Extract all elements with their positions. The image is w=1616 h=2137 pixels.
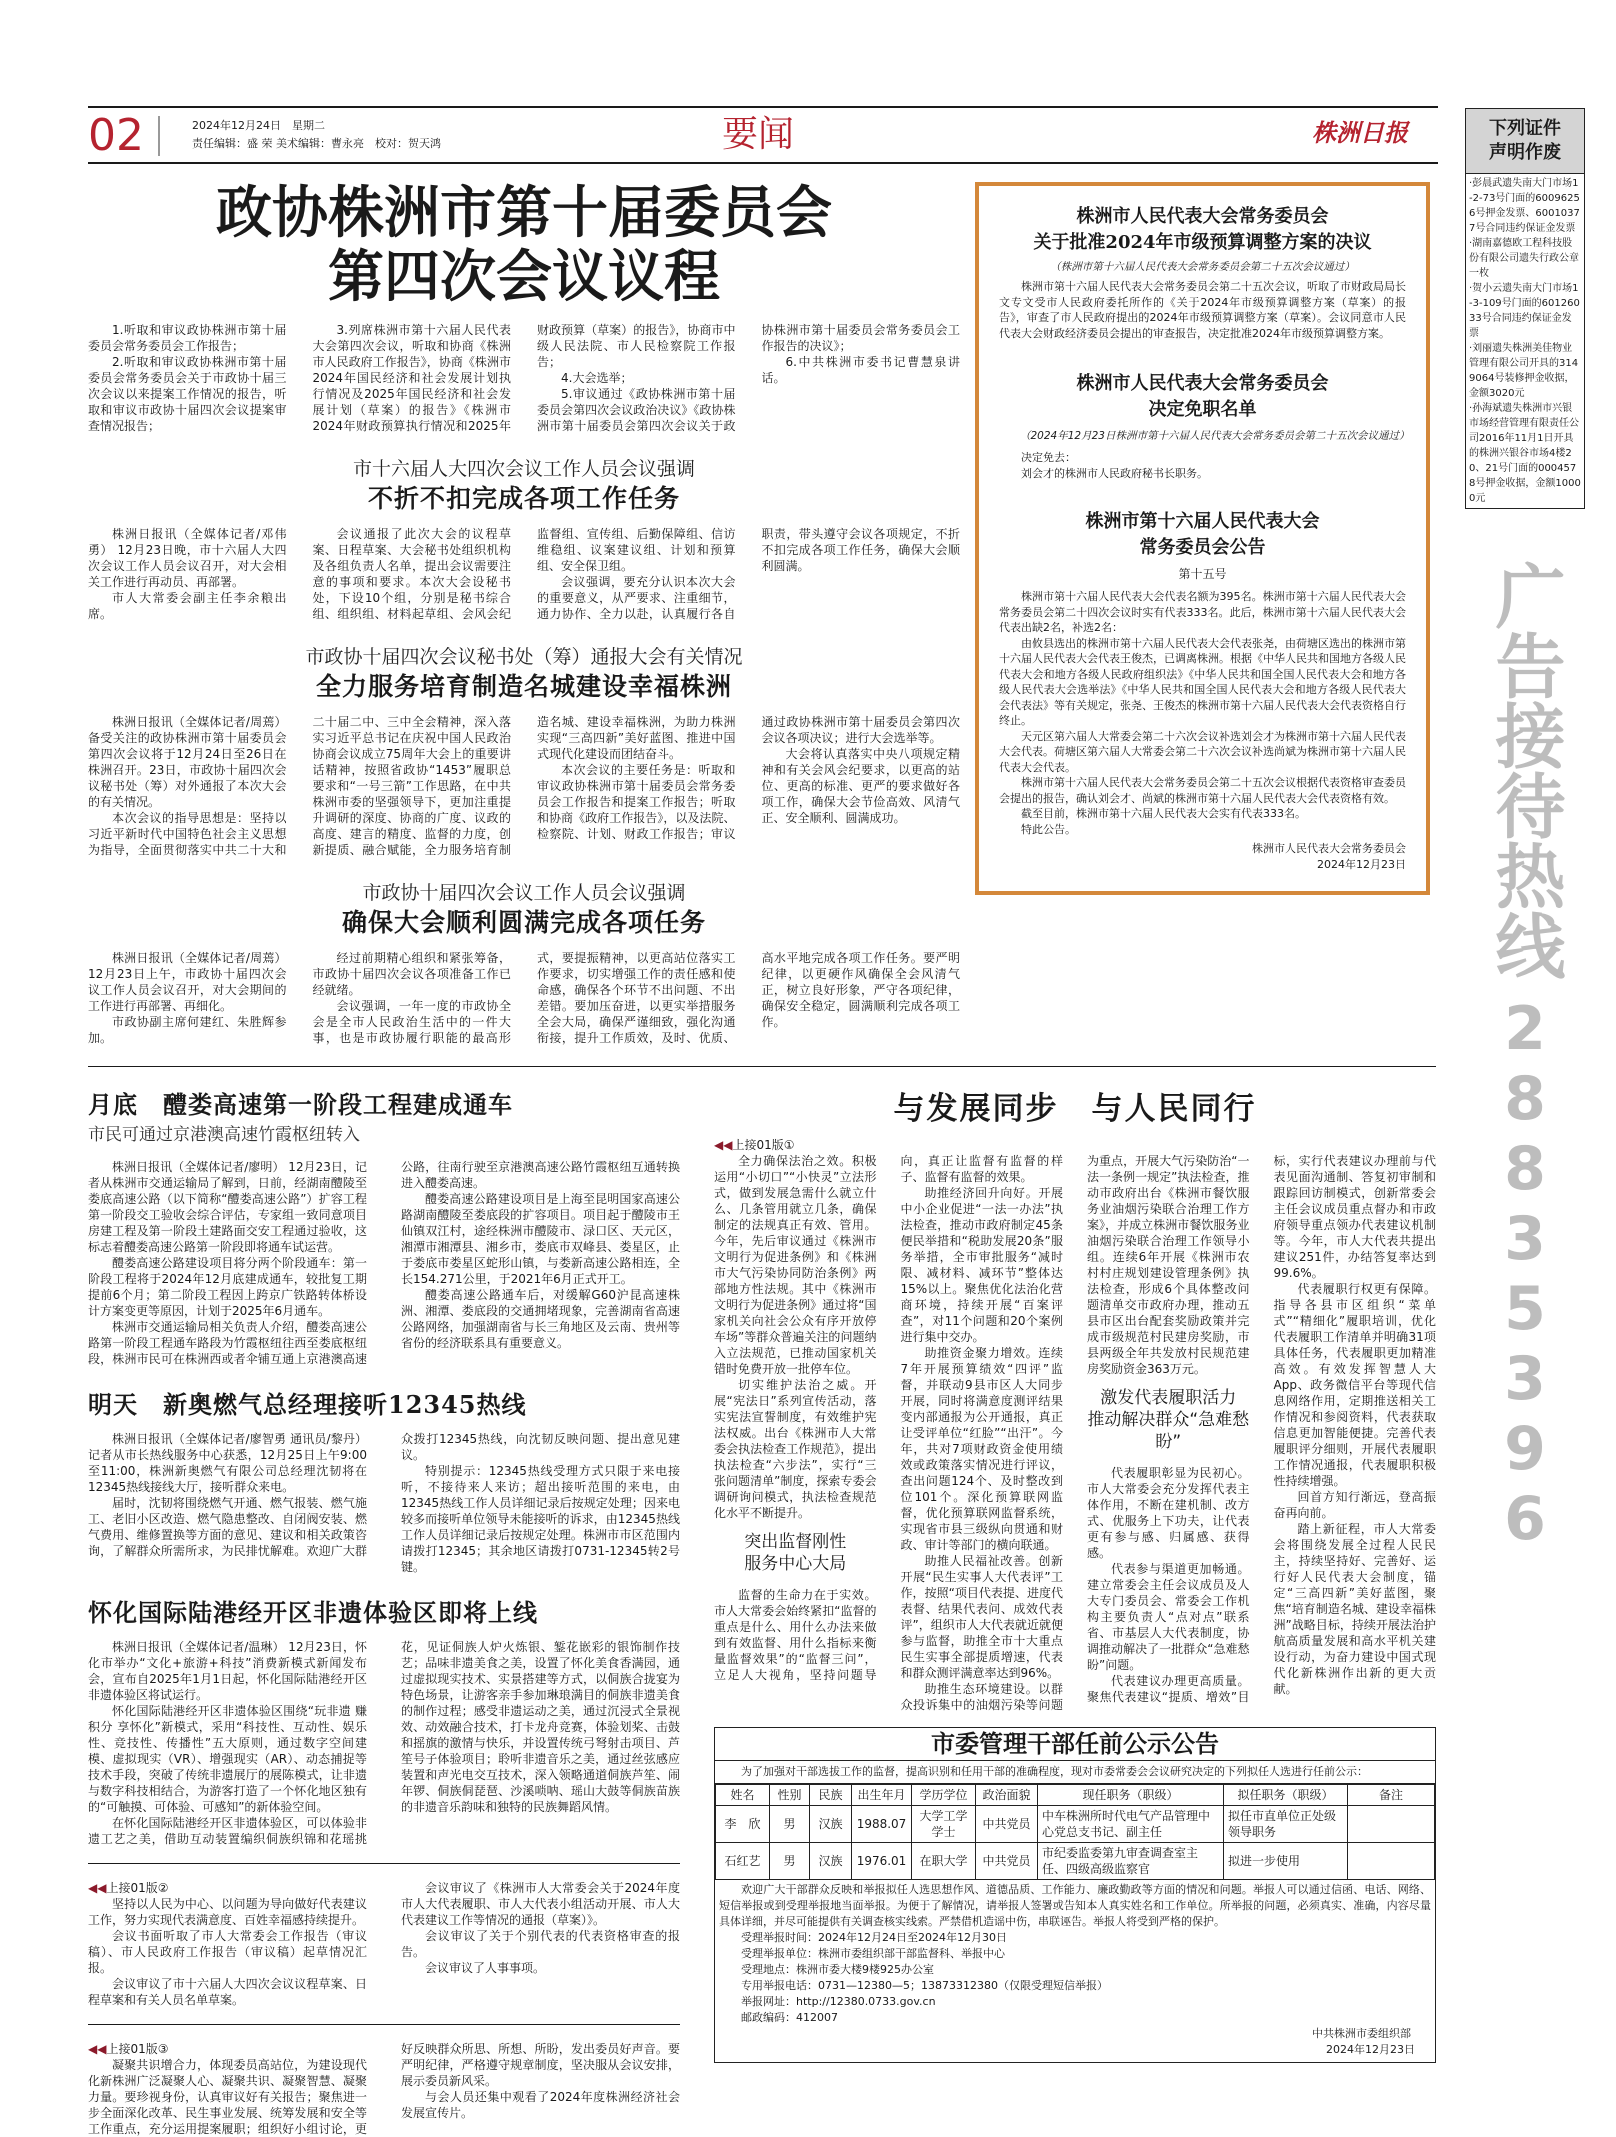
paragraph: 会议书面听取了市人大常委会工作报告（审议稿）、市人民政府工作报告（审议稿）起草情况汇报。	[88, 1929, 367, 1975]
list-item: 专用举报电话：0731—12380—5；13873312380（仅限受理短信举报）	[741, 1979, 1108, 1992]
article-cppcc-secretariat	[88, 644, 960, 858]
list-item: ·贺小云遗失南大门市场1-3-109号门面的60126033号合同违约保证金发票	[1469, 283, 1580, 339]
paragraph: 5.审议通过《政协株洲市第十届委员会第四次会议政治决议》《政协株洲市第十届委员会第四次会议关于政协株洲市第十届委员会常务委员会工作报告的决议》；	[537, 323, 960, 433]
main-content	[88, 182, 1436, 2137]
paragraph: 届时，沈韧将围绕燃气开通、燃气报装、燃气施工、老旧小区改造、燃气隐患整改、自闭阀安装、燃气费用、维修置换等方面的意见、建议和相关政策咨询，了解群众所需所求，为民排忧解难。欢迎广大群众拨打12345热线，向沈韧反映问题、提出意见建议。	[88, 1432, 680, 1558]
continued-heading	[88, 1880, 367, 1896]
paragraph: 特此公告。	[1021, 822, 1076, 836]
list-item: 邮政编码：412007	[741, 2011, 838, 2024]
paragraph: 回首方知行渐远，登高振奋再向前。	[1273, 1490, 1436, 1520]
paragraph: 本次会议的主要任务是：听取和审议政协株洲市第十届委员会常务委员会工作报告和提案工作报告；听取和协商《政府工作报告》，以及法院、检察院、计划、财政工作报告；审议通过政协株洲市第十届委员会第四次会议各项决议；进行大会选举等。	[537, 715, 960, 841]
continued-from-page1-2	[88, 1880, 680, 2008]
paragraph: 切实维护法治之威。开展“宪法日”系列宣传活动，落实宪法宣誓制度，有效维护宪法权威。出台《株洲市人大常委会执法检查工作规范》，提出执法检查“六步法”，实行“三张问题清单”制度，探索专委会调研询问模式，执法检查规范化水平不断提升。	[714, 1378, 877, 1520]
top-band	[88, 182, 1436, 1046]
paragraph: 会议通报了此次大会的议程草案、日程草案、大会秘书处组织机构及各组负责人名单，提出会议需要注意的事项和要求。本次大会设秘书处，下设10个组，分别是秘书综合组、组织组、材料起草组、会风会纪监督组、宣传组、后勤保障组、信访维稳组、议案建议组、计划和预算组、安全保卫组。	[312, 527, 736, 621]
paragraph: 醴娄高速公路建设项目是上海至昆明国家高速公路湖南醴陵至娄底段的扩容项目。项目起于醴陵市王仙镇双江村，途经株洲市醴陵市、渌口区、天元区，湘潭市湘潭县、湘乡市，娄底市双峰县、娄星区，止于娄底市娄星区蛇形山镇，与娄新高速公路相连，全长154.271公里，于2021年6月正式开工。	[401, 1192, 680, 1286]
cadre-date: 2024年12月23日	[1326, 2043, 1415, 2056]
continued-arrow-icon: ◀◀	[88, 1881, 107, 1895]
paragraph: 会议强调，要充分认识本次大会的重要意义，从严要求、注重细节，通力协作、全力以赴，认真履行各自职责，带头遵守会议各项规定，不折不扣完成各项工作任务，确保大会顺利圆满。	[537, 527, 960, 621]
cadre-notice	[714, 1727, 1436, 2063]
paragraph: 株洲市交通运输局相关负责人介绍，醴娄高速公路第一阶段工程通车路段为竹霞枢纽往西至娄底枢纽段，株洲市民可在株洲西或者伞铺互通上京港澳高速公路，往南行驶至京港澳高速公路竹霞枢纽互通转换进入醴娄高速。	[88, 1160, 680, 1366]
subheading-line: 推动解决群众“急难愁盼”	[1087, 1410, 1250, 1452]
cell: 中共党员	[976, 1843, 1038, 1880]
subheading-line: 服务中心大局	[744, 1554, 847, 1574]
paragraph: 2.听取和审议政协株洲市第十届委员会常务委员会关于市政协十届三次会议以来提案工作情况的报告，听取和审议市政协十届四次会议提案审查情况报告；	[88, 355, 287, 433]
article-headline: 不折不扣完成各项工作任务	[367, 484, 680, 513]
header-date: 2024年12月24日 星期二	[192, 119, 325, 132]
article-body	[88, 526, 960, 622]
agenda-title-line2: 第四次会议议程	[328, 245, 720, 310]
paragraph: 会议审议了市十六届人大四次会议议程草案、日程草案和有关人员名单草案。	[88, 1977, 367, 2007]
cadre-signature: 中共株洲市委组织部	[1312, 2027, 1411, 2040]
paragraph: 会议审议了人事事项。	[425, 1961, 546, 1975]
paragraph: 在怀化国际陆港经开区非遗体验区，可以体验非遗工艺之美，借助互动装置编织侗族织锦和花瑶挑花，见证侗族人炉火炼银、錾花嵌彩的银饰制作技艺；品味非遗美食之美，设置了怀化美食香满园，通过虚拟现实技术、实景搭建等方式，以侗族合拢宴为特色场景，让游客亲手参加琳琅满目的侗族非遗美食的制作过程；感受非遗运动之美，通过沉浸式全景视效、动效融合技术，打卡龙舟竞赛，体验划桨、击鼓和摇旗的激情与快乐，并设置传统弓弩射击项目、芦笙号子体验项目；聆听非遗音乐之美，通过丝弦感应装置和声光电交互技术，深入领略通道侗族芦笙、闹年锣、侗族侗琵琶、沙溪唢呐、瑶山大鼓等侗族苗族的非遗音乐韵味和独特的民族舞蹈风情。	[88, 1640, 680, 1846]
article-npc-staff	[88, 456, 960, 622]
subheading-line: 突出监督刚性	[744, 1532, 847, 1552]
header-divider	[158, 116, 160, 156]
announcement-date: 2024年12月23日	[1317, 858, 1406, 871]
list-item: ·刘丽遗失株洲美佳物业管理有限公司开具的3149064号装修押金收据，金额3020元	[1469, 343, 1579, 399]
cell: 汉族	[810, 1806, 852, 1843]
paragraph: 代表履职行权更有保障。指导各县市区组织“菜单式”“精细化”履职培训，优化代表履职工作清单并明确31项具体任务，代表履职更加精准高效。有效发挥智慧人大App、政务微信平台等现代信息网络作用，定期推送相关工作情况和参阅资料，代表获取信息更加智能便捷。完善代表履职评分细则，开展代表履职工作情况通报，代表履职积极性持续增强。	[1273, 1282, 1436, 1488]
col-ethnicity: 民族	[810, 1785, 852, 1806]
budget-resolution-note: （株洲市第十六届人民代表大会常务委员会第二十五次会议通过）	[1050, 261, 1355, 273]
paragraph: 截至目前，株洲市第十六届人民代表大会实有代表333名。	[1021, 807, 1306, 820]
header-bottom-rule	[88, 162, 1438, 164]
list-item: ·湖南嘉德欧工程科技股份有限公司遗失行政公章一枚	[1469, 238, 1579, 279]
cell: 1976.01	[852, 1843, 912, 1880]
paragraph: 株洲市第十六届人民代表大会常务委员会第二十五次会议，听取了市财政局局长文专文受市人民政府委托所作的《关于2024年市级预算调整方案（草案）的报告》，审查了市人民政府提出的2024年市级预算调整方案（草案）。会议同意市人民代表大会财政经济委员会提出的审查报告，决定批准2024年市级预算调整方案。	[999, 280, 1406, 340]
col-proposed-post: 拟任职务（职级）	[1224, 1785, 1348, 1806]
col-birth: 出生年月	[852, 1785, 912, 1806]
agenda-title-line1: 政协株洲市第十届委员会	[216, 181, 832, 246]
article-kicker: 市政协十届四次会议工作人员会议强调	[362, 882, 686, 904]
col-gender: 性别	[770, 1785, 810, 1806]
cell: 市纪委监委第九审查调查室主任、四级高级监察官	[1038, 1843, 1224, 1880]
void-notices	[1465, 108, 1585, 509]
paragraph: 凝聚共识增合力，体现委员高站位，为建设现代化新株洲广泛凝聚人心、凝聚共识、凝聚智慧、凝聚力量。要珍视身份，认真审议好有关报告；聚焦进一步全面深化改革、民生事业发展、统筹发展和安全等工作重点，充分运用提案履职；组织好小组讨论，更好反映群众所思、所想、所盼，发出委员好声音。要严明纪律，严格遵守规章制度，坚决服从会议安排，展示委员新风采。	[88, 2042, 680, 2136]
title-line: 株洲市人民代表大会常务委员会	[1076, 206, 1329, 227]
paragraph: 市政协副主席何建红、朱胜辉参加。	[88, 1015, 287, 1045]
bottom-band	[88, 1089, 1436, 2137]
paragraph: 代表履职彰显为民初心。市人大常委会充分发挥代表主体作用，不断在建机制、改方式、优服务上下功夫，让代表更有参与感、归属感、获得感。	[1087, 1466, 1250, 1560]
paragraph: 坚持以人民为中心、以问题为导向做好代表建议工作，努力实现代表满意度、百姓幸福感持续提升。	[88, 1897, 367, 1927]
paragraph: 代表参与渠道更加畅通。建立常委会主任会议成员及人大专门委员会、常委会工作机构主要负责人“点对点”联系省、市基层人大代表制度，协调推动解决了一批群众“急难愁盼”问题。	[1087, 1562, 1250, 1672]
paragraph: 助推生态环境建设。以群众投诉集中的油烟污染等问题为重点，开展大气污染防治“一法一条例一规定”执法检查，推动市政府出台《株洲市餐饮服务业油烟污染联合治理工作方案》，并成立株洲市餐饮服务业油烟污染联合治理工作领导小组。连续6年开展《株洲市农村村庄规划建设管理条例》执法检查，形成6个具体整改问题清单交市政府办理，推动五县市区出台配套奖励政策并完成市级规范村民建房奖励，市县两级全年共发放村民规范建房奖励资金363万元。	[900, 1154, 1250, 1712]
paragraph: 株洲日报讯（全媒体记者/廖智勇 通讯员/黎丹） 记者从市长热线服务中心获悉，12月25日上午9:00至11:00，株洲新奥燃气有限公司总经理沈韧将在12345热线接线大厅，接听群众来电。	[88, 1432, 367, 1494]
paragraph: 株洲日报讯（全媒体记者/邓伟勇） 12月23日晚，市十六届人大四次会议工作人员会议召开，对大会相关工作进行再动员、再部署。	[88, 527, 287, 589]
paragraph: 株洲市第十六届人民代表大会常务委员会第二十五次会议根据代表资格审查委员会提出的报告，确认刘会才、尚斌的株洲市第十六届人民代表大会代表资格有效。	[999, 776, 1406, 805]
continued-arrow-icon: ◀◀	[88, 2042, 107, 2056]
paragraph: 3.列席株洲市第十六届人民代表大会第四次会议，听取和协商《株洲市人民政府工作报告》，协商《株洲市2024年国民经济和社会发展计划执行情况及2025年国民经济和社会发展计划（草案）的报告》《株洲市2024年财政预算执行情况和2025年财政预算（草案）的报告》，协商市中级人民法院、市人民检察院工作报告；	[312, 323, 736, 433]
npc-notices-box	[975, 182, 1430, 895]
title-line: 决定免职名单	[1148, 399, 1257, 420]
cell: 1988.07	[852, 1806, 912, 1843]
col-name: 姓名	[716, 1785, 770, 1806]
void-notices-title	[1466, 109, 1584, 174]
article-cppcc-staff	[88, 880, 960, 1046]
article-headline: 怀化国际陆港经开区非遗体验区即将上线	[88, 1598, 538, 1627]
subheading-line: 激发代表履职活力	[1100, 1388, 1237, 1408]
cell: 男	[770, 1806, 810, 1843]
continued-marker: 上接01版①	[732, 1138, 795, 1152]
title-line: 株洲市人民代表大会常务委员会	[1076, 373, 1329, 394]
paragraph: 会议审议了《株洲市人大常委会关于2024年度市人大代表履职、市人大代表小组活动开展、市人大代表建议工作等情况的通报（草案）》。	[401, 1881, 680, 1927]
article-kicker: 市十六届人大四次会议工作人员会议强调	[352, 458, 695, 480]
paragraph: 全力确保法治之效。积极运用“小切口”“小快灵”立法形式，做到发展急需什么就立什么、几条管用就立几条，确保制定的法规真正有效、管用。今年，先后审议通过《株洲市文明行为促进条例》和《株洲市大气污染协同防治条例》两部地方性法规。其中《株洲市文明行为促进条例》通过将“国家机关向社会公众有序开放停车场”等群众普遍关注的问题纳入立法规范，已推动国家机关错时免费开放一批停车位。	[714, 1154, 877, 1376]
paragraph: 监督的生命力在于实效。市人大常委会始终紧扣“监督的重点是什么、用什么办法来做到有效监督、用什么指标来衡量监督效果”的“监督三问”，立足人大视角，坚持问题导向，真正让监督有监督的样子、监督有监督的效果。	[714, 1154, 1063, 1682]
title-line: 关于批准2024年市级预算调整方案的决议	[1033, 232, 1372, 253]
paragraph: 1.听取和审议政协株洲市第十届委员会常务委员会工作报告；	[88, 323, 287, 353]
feature-subheading	[714, 1531, 877, 1575]
paragraph: 助推经济回升向好。开展中小企业促进“一法一办法”执法检查，推动市政府制定45条便民举措和“税助发展20条”服务举措，全市审批服务“减时限、减材料、减环节”整体达15%以上。聚焦优化法治化营商环境，持续开展“百案评查”，对11个问题和20个案例进行集中交办。	[900, 1186, 1063, 1344]
article-hotline	[88, 1389, 680, 1575]
table-row	[716, 1843, 1435, 1880]
cell	[1348, 1843, 1435, 1880]
article-headline: 全力服务培育制造名城建设幸福株洲	[315, 672, 732, 701]
removal-list-title	[999, 371, 1406, 423]
cell: 在职大学	[912, 1843, 976, 1880]
title-line: 下列证件	[1489, 118, 1561, 139]
article-body	[88, 1639, 680, 1847]
list-item: 受理举报时间：2024年12月24日至2024年12月30日	[741, 1931, 1007, 1944]
cell: 大学工学学士	[912, 1806, 976, 1843]
section-title: 要闻	[722, 114, 795, 155]
feature-subheading	[1087, 1387, 1250, 1453]
report-details	[719, 1930, 1431, 2026]
removal-list-body	[999, 450, 1406, 481]
paragraph: 市人大常委会副主任李余粮出席。	[88, 591, 287, 621]
article-heritage	[88, 1597, 680, 1847]
paragraph: 怀化国际陆港经开区非遗体验区围绕“玩非遗 赚积分 享怀化”新模式，采用“科技性、互动性、娱乐性、竞技性、传播性”五大原则，通过数字空间建模、虚拟现实（VR）、增强现实（AR）、动态捕捉等技术手段，突破了传统非遗展厅的展陈模式，让非遗与数字科技相结合，为游客打造了一个怀化地区独有的“可触摸、可体验、可感知”的新体验空间。	[88, 1704, 367, 1814]
title-line: 声明作废	[1489, 142, 1561, 163]
cell	[1348, 1806, 1435, 1843]
divider	[88, 1863, 680, 1864]
list-item: 举报网址：http://12380.0733.gov.cn	[741, 1995, 936, 2008]
continued-from-page1-3	[88, 2041, 680, 2137]
paragraph: 代表建议办理更高质量。聚焦代表建议“提质、增效”目标，实行代表建议办理前与代表见面沟通制、答复初审制和跟踪回访制模式，创新常委会主任会议成员重点督办和市政府领导重点领办代表建议机制等。今年，市人大代表共提出建议251件，办结答复率达到99.6%。	[1087, 1154, 1436, 1704]
budget-resolution-title	[999, 204, 1406, 256]
feature-headline: 与发展同步 与人民同行	[893, 1091, 1257, 1127]
continued-arrow-icon: ◀◀	[714, 1138, 733, 1152]
article-headline: 明天 新奥燃气总经理接听12345热线	[88, 1390, 527, 1419]
paragraph: 特别提示：12345热线受理方式只限于来电接听，不接待来人来访；超出接听范围的来电，由12345热线工作人员详细记录后按规定处理；因来电较多而接听单位领导未能接听的诉求，由12345热线工作人员详细记录后按规定处理。株洲市市区范围内请拨打12345；其余地区请拨打0731-12345转2号键。	[401, 1464, 680, 1574]
header-top-rule	[88, 106, 1438, 108]
paragraph: 助推资金聚力增效。连续7年开展预算绩效“四评”监督，并联动9县市区人大同步开展，同时将满意度测评结果变内部通报为公开通报，真正让受评单位“红脸”“出汗”。今年，共对7项财政资金使用绩效或政策落实情况进行评议，查出问题124个、及时整改到位101个。深化预算联网监督，优化预算联网监督系统，实现省市县三级纵向贯通和财政、审计等部门的横向联通。	[900, 1346, 1063, 1552]
announcement-title	[999, 509, 1406, 561]
title-line: 株洲市第十六届人民代表大会	[1085, 511, 1320, 532]
cell: 拟进一步使用	[1224, 1843, 1348, 1880]
cell: 男	[770, 1843, 810, 1880]
article-headline: 确保大会顺利圆满完成各项任务	[341, 908, 706, 937]
newspaper-logo: 株洲日报	[1312, 118, 1408, 147]
cadre-notice-body	[715, 1880, 1435, 2062]
list-item: 受理举报单位：株洲市委组织部干部监督科、举报中心	[741, 1947, 1005, 1960]
paragraph: 6.中共株洲市委书记曹慧泉讲话。	[761, 355, 960, 385]
page-number: 02	[88, 110, 144, 161]
table-header-row	[716, 1785, 1435, 1806]
col-current-post: 现任职务（职级）	[1038, 1785, 1224, 1806]
bottom-left-stories	[88, 1089, 680, 2137]
article-body	[88, 950, 960, 1046]
continued-marker: 上接01版③	[106, 2042, 169, 2056]
paragraph: 会议强调，一年一度的市政协全会是全市人民政治生活中的一件大事，也是市政协履行职能的最高形式，要提振精神，以更高站位落实工作要求，切实增强工作的责任感和使命感，确保各个环节不出问题、不出差错。要加压奋进，以更实举措服务全会大局，确保严谨细致，强化沟通衔接，提升工作质效，及时、优质、高水平地完成各项工作任务。要严明纪律，以更硬作风确保全会风清气正，树立良好形象，严守各项纪律，确保安全稳定，圆满顺利完成各项工作。	[312, 951, 960, 1045]
list-item: ·彭晨武遗失南大门市场1-2-73号门面的60096256号押金发票、60010377号合同违约保证金发票	[1469, 178, 1580, 234]
cell: 李 欣	[716, 1806, 770, 1843]
removal-line: 决定免去：	[1021, 451, 1076, 464]
continued-heading	[88, 2041, 367, 2057]
article-body	[88, 1431, 680, 1575]
paragraph: 助推人民福祉改善。创新开展“民生实事人大代表评”工作，按照“项目代表提、进度代表督、结果代表问、成效代表评”，组织市人大代表就近就便参与监督，助推全市十大重点民生实事全部提质增速，代表和群众测评满意率达到96%。	[900, 1554, 1063, 1680]
section-divider	[88, 1066, 1436, 1067]
header-editors: 责任编辑：盛 荣 美术编辑：曹永亮 校对：贺天鸿	[192, 137, 441, 150]
list-item: 受理地点：株洲市委大楼9楼925办公室	[741, 1963, 934, 1976]
article-kicker: 市政协十届四次会议秘书处（筹）通报大会有关情况	[305, 646, 743, 668]
continued-marker: 上接01版②	[106, 1881, 169, 1895]
paragraph: 醴娄高速公路建设项目将分两个阶段通车：第一阶段工程将于2024年12月底建成通车，较批复工期提前6个月；第二阶段工程因上跨京广铁路转体桥设计方案变更等原因，计划于2025年6月通车。	[88, 1256, 367, 1318]
article-headline: 月底 醴娄高速第一阶段工程建成通车	[88, 1090, 513, 1119]
announcement-signature: 株洲市人民代表大会常务委员会	[1252, 842, 1406, 855]
paragraph: 株洲市第十六届人民代表大会代表名额为395名。株洲市第十六届人民代表大会常务委员会第二十四次会议时实有代表333名。此后，株洲市第十六届人民代表大会代表出缺2名，补选2名：	[999, 590, 1406, 634]
col-education: 学历学位	[912, 1785, 976, 1806]
paragraph: 由攸县选出的株洲市第十六届人民代表大会代表张尧，由荷塘区选出的株洲市第十六届人民代表大会代表王俊杰，已调离株洲。根据《中华人民共和国地方各级人民代表大会和地方各级人民政府组织法》《中华人民共和国全国人民代表大会和地方各级人民代表大会选举法》《中华人民共和国全国人民代表大会和地方各级人民代表大会代表法》等有关规定，张尧、王俊杰的株洲市第十六届人民代表大会代表资格自行终止。	[999, 636, 1406, 727]
cell: 拟任市直单位正处级领导职务	[1224, 1806, 1348, 1843]
paragraph: 株洲日报讯（全媒体记者/周蔫） 12月23日上午，市政协十届四次会议工作人员会议召开，对大会期间的工作进行再部署、再细化。	[88, 951, 287, 1013]
col-political: 政治面貌	[976, 1785, 1038, 1806]
paragraph: 醴娄高速公路通车后，对缓解G60沪昆高速株洲、湘潭、娄底段的交通拥堵现象，完善湖南省高速公路网络，加强湖南省与长三角地区及云南、贵州等省份的经济联系具有重要意义。	[401, 1288, 680, 1350]
list-item: ·孙海斌遗失株洲市兴银市场经营管理有限责任公司2016年11月1日开具的株洲兴银谷市场4楼20、21号门面的0004578号押金收据，金额10000元	[1469, 403, 1581, 504]
col-remarks: 备注	[1348, 1785, 1435, 1806]
cadre-table	[715, 1784, 1435, 1880]
cadre-notice-intro: 为了加强对干部选拔工作的监督，提高识别和任用干部的准确程度，现对市委常委会会议研究决定的下列拟任人选进行任前公示：	[715, 1761, 1435, 1784]
bottom-right-stories	[700, 1089, 1436, 2063]
removal-list-note: （2024年12月23日株洲市第十六届人民代表大会常务委员会第二十五次会议通过）	[1020, 430, 1410, 442]
paragraph: 本次会议的指导思想是：坚持以习近平新时代中国特色社会主义思想为指导，全面贯彻落实中共二十大和二十届二中、三中全会精神，深入落实习近平总书记在庆祝中国人民政治协商会议成立75周年大会上的重要讲话精神，按照省政协“1453”履职总要求和“一号三箭”工作思路，在中共株洲市委的坚强领导下，更加注重提升调研的深度、协商的广度、议政的高度、建言的精度、监督的力度，创新提质、融合赋能，全力服务培育制造名城、建设幸福株洲，为助力株洲实现“三高四新”美好蓝图、推进中国式现代化建设而团结奋斗。	[88, 715, 736, 857]
agenda-list	[88, 322, 960, 434]
announcement-number: 第十五号	[1178, 567, 1227, 581]
feature-continued	[714, 1137, 1436, 1153]
article-subtitle: 市民可通过京港澳高速竹霞枢纽转入	[88, 1125, 360, 1145]
ad-hotline	[1470, 560, 1580, 1554]
cell: 石红艺	[716, 1843, 770, 1880]
paragraph: 与会人员还集中观看了2024年度株洲经济社会发展宣传片。	[401, 2090, 680, 2120]
void-notices-list	[1466, 174, 1584, 508]
top-left-stories	[88, 182, 960, 1046]
ad-phone: 28835396	[1490, 994, 1560, 1554]
table-row	[716, 1806, 1435, 1843]
paragraph: 株洲日报讯（全媒体记者/周蔫） 备受关注的政协株洲市第十届委员会第四次会议将于12月24日至26日在株洲召开。23日，市政协十届四次会议秘书处（筹）对外通报了本次大会的有关情况。	[88, 715, 287, 809]
paragraph: 天元区第六届人大常委会第二十六次会议补选刘会才为株洲市第十六届人民代表大会代表。荷塘区第六届人大常委会第二十六次会议补选尚斌为株洲市第十六届人民代表大会代表。	[999, 729, 1406, 774]
ad-label: 广告接待热线	[1484, 560, 1566, 980]
article-body	[88, 1159, 680, 1367]
cell: 中共党员	[976, 1806, 1038, 1843]
paragraph: 株洲日报讯（全媒体记者/温琳） 12月23日，怀化市举办“文化+旅游+科技”消费新模式新闻发布会，宣布自2025年1月1日起，怀化国际陆港经开区非遗体验区将试运行。	[88, 1640, 367, 1702]
article-highway	[88, 1089, 680, 1367]
budget-resolution-body	[999, 279, 1406, 341]
paragraph: 欢迎广大干部群众反映和举报拟任人选思想作风、道德品质、工作能力、廉政勤政等方面的情况和问题。举报人可以通过信函、电话、网络、短信举报或到受理举报地当面举报。为便于了解情况，请举报人签署或告知本人真实姓名和工作单位。所举报的问题，必须真实、准确，内容尽量具体详细，并尽可能提供有关调查核实线索。严禁借机造谣中伤，串联诬告。举报人将受到严格的保护。	[719, 1883, 1431, 1928]
title-line: 常务委员会公告	[1139, 537, 1266, 558]
divider	[88, 2024, 680, 2025]
paragraph: 踏上新征程，市人大常委会将围绕发展全过程人民民主，持续坚持好、完善好、运行好人民代表大会制度，锚定“三高四新”美好蓝图，聚焦“培育制造名城、建设幸福株洲”战略目标，持续开展法治护航高质量发展和高水平机关建设行动，为奋力建设中国式现代化新株洲作出新的更大贡献。	[1273, 1522, 1436, 1696]
paragraph: 株洲日报讯（全媒体记者/廖明） 12月23日，记者从株洲市交通运输局了解到，日前，经湖南醴陵至娄底高速公路（以下简称“醴娄高速公路”）扩容工程第一阶段交工验收会综合评估，专家组一致同意项目房建工程及第一阶段土建路面交安工程通过验收，这标志着醴娄高速公路第一阶段即将通车试运营。	[88, 1160, 367, 1254]
paragraph: 大会将认真落实中央八项规定精神和有关会风会纪要求，以更高的站位、更高的标准、更严的要求做好各项工作，确保大会节俭高效、风清气正、安全顺利、圆满成功。	[761, 747, 960, 825]
cadre-notice-title: 市委管理干部任前公示公告	[715, 1728, 1435, 1761]
announcement-body	[999, 589, 1406, 837]
article-body	[88, 714, 960, 858]
paragraph: 经过前期精心组织和紧张筹备，市政协十届四次会议各项准备工作已经就绪。	[312, 951, 511, 997]
paragraph: 会议审议了关于个别代表的代表资格审查的报告。	[401, 1929, 680, 1959]
paragraph: 4.大会选举；	[561, 371, 633, 385]
removal-line: 刘会才的株洲市人民政府秘书长职务。	[1021, 466, 1208, 480]
agenda-title	[88, 182, 960, 310]
feature-body	[714, 1153, 1436, 1713]
continued-body	[88, 1880, 680, 2008]
cell: 汉族	[810, 1843, 852, 1880]
cell: 中车株洲所时代电气产品管理中心党总支书记、副主任	[1038, 1806, 1224, 1843]
